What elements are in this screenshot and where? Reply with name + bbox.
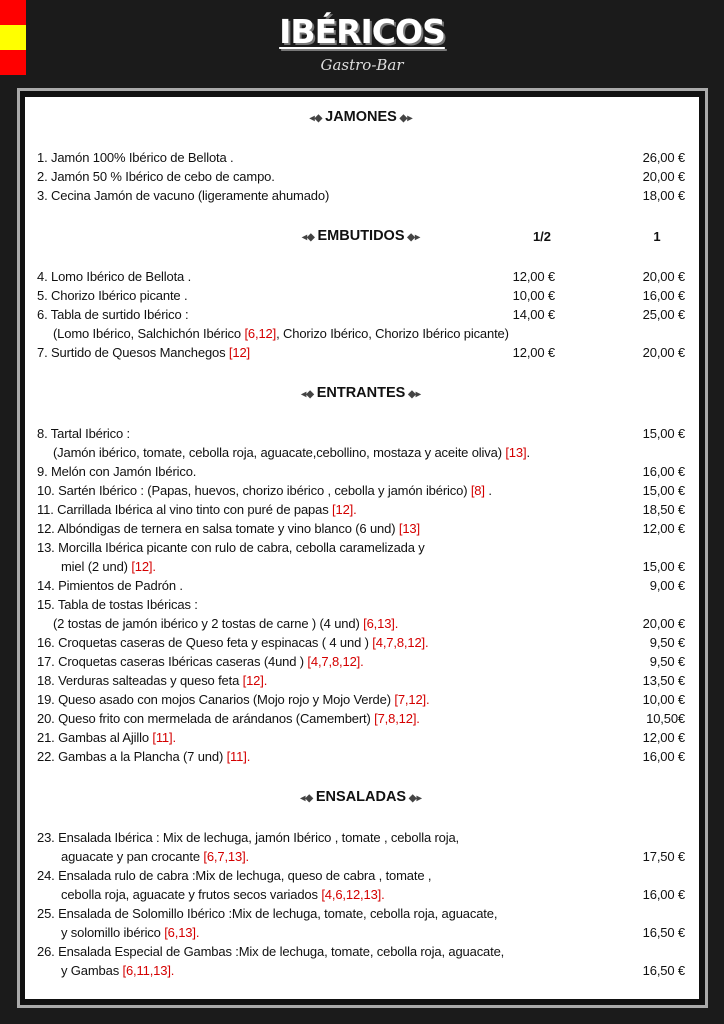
menu-section-entrantes [37, 384, 685, 766]
menu-item-text [37, 709, 619, 728]
price: 20,00 € [642, 169, 685, 184]
allergen-codes: [12] [228, 345, 251, 360]
section-header [37, 788, 685, 807]
menu-item [37, 728, 685, 747]
menu-item-text [37, 942, 685, 961]
menu-item [37, 942, 685, 961]
item-description: 11. Carrillada Ibérica al vino tinto con puré de papas [37, 502, 333, 517]
diamond-arrow-right-icon: ◆▸ [406, 793, 422, 804]
price-half: 12,00 € [512, 345, 555, 360]
allergen-codes: [6,13]. [164, 925, 200, 940]
price: 13,50 € [642, 673, 685, 688]
menu-item-text [37, 267, 495, 286]
item-description: 24. Ensalada rulo de cabra :Mix de lechuga, queso de cabra , tomate , [37, 868, 432, 883]
menu-item-text [37, 576, 619, 595]
price: 16,50 € [642, 963, 685, 978]
diamond-arrow-left-icon: ◂◆ [301, 389, 317, 400]
price: 20,00 € [642, 269, 685, 284]
item-description: 12. Albóndigas de ternera en salsa tomate y vino blanco (6 und) [37, 521, 399, 536]
menu-item-text [37, 866, 685, 885]
item-description: 16. Croquetas caseras de Queso feta y espinacas ( 4 und ) [37, 635, 373, 650]
price: 26,00 € [642, 150, 685, 165]
item-description: 9. Melón con Jamón Ibérico. [37, 464, 197, 479]
item-description-suffix: . [526, 445, 530, 460]
item-description: 14. Pimientos de Padrón . [37, 578, 183, 593]
logo-subtitle: Gastro-Bar [320, 56, 404, 74]
price: 20,00 € [642, 345, 685, 360]
menu-item [37, 671, 685, 690]
item-description: 8. Tartal Ibérico : [37, 426, 131, 441]
price: 18,50 € [642, 502, 685, 517]
menu-item [37, 904, 685, 923]
section-header [37, 384, 685, 403]
allergen-codes: [11]. [226, 749, 251, 764]
item-description: 6. Tabla de surtido Ibérico : [37, 307, 189, 322]
menu-item [37, 633, 685, 652]
allergen-codes: [6,7,13]. [203, 849, 250, 864]
section-title [37, 108, 685, 128]
price: 10,50€ [646, 711, 685, 726]
menu-item [37, 866, 685, 885]
allergen-codes: [7,8,12]. [374, 711, 420, 726]
allergen-codes: [11]. [152, 730, 176, 745]
price: 10,00 € [642, 692, 685, 707]
menu-item [37, 424, 685, 443]
menu-item [37, 519, 685, 538]
section-header [37, 108, 685, 127]
item-description-suffix: , Chorizo Ibérico, Chorizo Ibérico picante) [276, 326, 509, 341]
price: 15,00 € [642, 426, 685, 441]
item-description: (Jamón ibérico, tomate, cebolla roja, aguacate,cebollino, mostaza y aceite oliva) [53, 445, 506, 460]
menu-item-text [37, 443, 685, 462]
menu-item [37, 747, 685, 766]
menu-item [37, 481, 685, 500]
allergen-codes: [6,11,13]. [122, 963, 175, 978]
diamond-arrow-left-icon: ◂◆ [302, 232, 318, 243]
section-title-text: JAMONES [325, 109, 397, 125]
menu-item [37, 847, 685, 866]
menu-item-text [37, 462, 619, 481]
allergen-codes: [13] [398, 521, 420, 536]
price: 16,00 € [642, 464, 685, 479]
menu-item [37, 961, 685, 980]
price: 16,50 € [642, 925, 685, 940]
menu-item-text [37, 424, 619, 443]
menu-item [37, 305, 685, 324]
menu-item [37, 267, 685, 286]
item-description: 22. Gambas a la Plancha (7 und) [37, 749, 227, 764]
price: 16,00 € [642, 887, 685, 902]
menu-item-text [37, 167, 619, 186]
allergen-codes: [4,7,8,12]. [307, 654, 364, 669]
item-description: 10. Sartén Ibérico : (Papas, huevos, chorizo ibérico , cebolla y jamón ibérico) [37, 483, 471, 498]
price: 18,00 € [642, 188, 685, 203]
item-description: 21. Gambas al Ajillo [37, 730, 153, 745]
section-title-text: ENTRANTES [316, 385, 406, 401]
diamond-arrow-right-icon: ◆▸ [404, 232, 420, 243]
menu-item-text [37, 148, 619, 167]
menu-item-text [37, 324, 685, 343]
menu-section-ensaladas [37, 788, 685, 980]
diamond-arrow-left-icon: ◂◆ [309, 113, 326, 124]
price-half: 10,00 € [512, 288, 555, 303]
menu-item [37, 885, 685, 904]
item-description: (Lomo Ibérico, Salchichón Ibérico [53, 326, 245, 341]
menu-item-text [37, 595, 685, 614]
menu-item [37, 443, 685, 462]
column-header-half: 1/2 [532, 229, 552, 244]
menu-item [37, 148, 685, 167]
allergen-codes: [6,13]. [363, 616, 399, 631]
price: 25,00 € [642, 307, 685, 322]
allergen-codes: [8] [470, 483, 485, 498]
menu-item [37, 186, 685, 205]
item-description: 1. Jamón 100% Ibérico de Bellota . [37, 150, 234, 165]
allergen-codes: [13] [505, 445, 527, 460]
section-title-text: ENSALADAS [315, 789, 407, 805]
menu-item-text [37, 728, 619, 747]
item-description: cebolla roja, aguacate y frutos secos variados [61, 887, 322, 902]
menu-item-text [37, 557, 619, 576]
menu-item-text [37, 923, 619, 942]
section-title-text: EMBUTIDOS [317, 228, 405, 244]
menu-item-text [37, 305, 495, 324]
menu-item-text [37, 500, 619, 519]
menu-item-text [37, 343, 495, 362]
item-description: 15. Tabla de tostas Ibéricas : [37, 597, 198, 612]
price: 15,00 € [642, 483, 685, 498]
menu-item-text [37, 538, 685, 557]
menu-item-text [37, 961, 619, 980]
item-description: 4. Lomo Ibérico de Bellota . [37, 269, 192, 284]
allergen-codes: [7,12]. [394, 692, 430, 707]
menu-item [37, 690, 685, 709]
item-description: y solomillo ibérico [61, 925, 165, 940]
item-description: (2 tostas de jamón ibérico y 2 tostas de carne ) (4 und) [53, 616, 364, 631]
item-description: 25. Ensalada de Solomillo Ibérico :Mix de lechuga, tomate, cebolla roja, aguacate, [37, 906, 498, 921]
menu-item-text [37, 847, 619, 866]
diamond-arrow-left-icon: ◂◆ [300, 793, 316, 804]
menu-item [37, 709, 685, 728]
menu-item-text [37, 519, 619, 538]
menu-item [37, 538, 685, 557]
menu-item [37, 614, 685, 633]
item-description: 5. Chorizo Ibérico picante . [37, 288, 188, 303]
section-title [37, 788, 685, 808]
item-description-suffix: . [484, 483, 492, 498]
menu-item [37, 343, 685, 362]
item-description: 2. Jamón 50 % Ibérico de cebo de campo. [37, 169, 275, 184]
menu-item-text [37, 671, 619, 690]
section-title [37, 227, 685, 247]
menu-item-text [37, 633, 619, 652]
menu-item [37, 462, 685, 481]
price: 15,00 € [642, 559, 685, 574]
item-description: 26. Ensalada Especial de Gambas :Mix de lechuga, tomate, cebolla roja, aguacate, [37, 944, 505, 959]
column-header-full: 1 [653, 229, 661, 244]
allergen-codes: [12]. [131, 559, 156, 574]
diamond-arrow-right-icon: ◆▸ [405, 389, 421, 400]
item-description: 17. Croquetas caseras Ibéricas caseras (4und ) [37, 654, 308, 669]
allergen-codes: [12]. [242, 673, 268, 688]
allergen-codes: [6,12] [244, 326, 277, 341]
price-half: 12,00 € [512, 269, 555, 284]
item-description: 18. Verduras salteadas y queso feta [37, 673, 243, 688]
menu-item-text [37, 885, 619, 904]
menu-item [37, 286, 685, 305]
item-description: miel (2 und) [61, 559, 132, 574]
item-description: y Gambas [61, 963, 123, 978]
item-description: 13. Morcilla Ibérica picante con rulo de cabra, cebolla caramelizada y [37, 540, 425, 555]
menu-item-text [37, 652, 619, 671]
menu-item [37, 923, 685, 942]
allergen-codes: [4,6,12,13]. [321, 887, 385, 902]
price: 9,50 € [649, 635, 685, 650]
price: 16,00 € [642, 749, 685, 764]
menu-page [25, 97, 699, 999]
menu-item-text [37, 614, 619, 633]
menu-item [37, 557, 685, 576]
menu-item [37, 828, 685, 847]
menu-item-text [37, 828, 685, 847]
item-description: 3. Cecina Jamón de vacuno (ligeramente ahumado) [37, 188, 330, 203]
item-description: 23. Ensalada Ibérica : Mix de lechuga, jamón Ibérico , tomate , cebolla roja, [37, 830, 460, 845]
price: 9,50 € [649, 654, 685, 669]
price: 12,00 € [642, 521, 685, 536]
price: 9,00 € [649, 578, 685, 593]
price: 16,00 € [642, 288, 685, 303]
menu-item [37, 652, 685, 671]
diamond-arrow-right-icon: ◆▸ [396, 113, 413, 124]
menu-section-jamones [37, 108, 685, 205]
menu-item-text [37, 286, 495, 305]
menu-item [37, 576, 685, 595]
menu-item-text [37, 481, 619, 500]
menu-item [37, 595, 685, 614]
menu-item [37, 500, 685, 519]
item-description: 7. Surtido de Quesos Manchegos [37, 345, 229, 360]
menu-item-text [37, 904, 685, 923]
item-description: aguacate y pan crocante [61, 849, 204, 864]
menu-item [37, 167, 685, 186]
item-description: 20. Queso frito con mermelada de arándanos (Camembert) [37, 711, 375, 726]
item-description: 19. Queso asado con mojos Canarios (Mojo rojo y Mojo Verde) [37, 692, 395, 707]
section-header [37, 227, 685, 246]
menu-item-text [37, 186, 619, 205]
menu-item-text [37, 747, 619, 766]
menu-item-text [37, 690, 619, 709]
price: 20,00 € [642, 616, 685, 631]
price-half: 14,00 € [512, 307, 555, 322]
menu-item [37, 324, 685, 343]
section-title [37, 384, 685, 404]
price: 17,50 € [642, 849, 685, 864]
allergen-codes: [12]. [332, 502, 357, 517]
price: 12,00 € [642, 730, 685, 745]
menu-section-embutidos [37, 227, 685, 362]
allergen-codes: [4,7,8,12]. [372, 635, 429, 650]
logo-title: IBÉRICOS [279, 12, 445, 51]
